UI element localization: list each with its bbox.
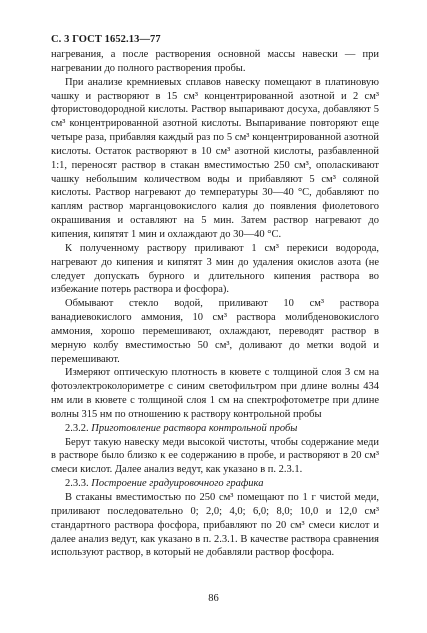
section-number: 2.3.3. <box>65 478 89 490</box>
section-heading-2-3-2 <box>51 422 379 436</box>
section-title: Приготовление раствора контрольной пробы <box>91 422 298 434</box>
paragraph-control-sample: Берут такую навеску меди высокой чистоты, чтобы содержание меди в растворе было близко к ее содержанию в пробе, и растворяют в 20 см³ смеси кислот. Далее анализ ведут, как указано в п. 2.3.1. <box>51 436 379 476</box>
section-heading-2-3-3 <box>51 477 379 491</box>
section-title: Построение градуировочного графика <box>91 478 264 490</box>
paragraph-continuation: нагревания, а после растворения основной массы навески — при нагревании до полного растворения пробы. <box>51 49 379 74</box>
page-header: С. 3 ГОСТ 1652.13—77 <box>51 34 161 45</box>
paragraph-hydrogen-peroxide: К полученному раствору приливают 1 см³ перекиси водорода, нагревают до кипения и кипятят 3 мин до удаления окислов азота (не следует допускать бурного и длительного кипения раствора во избежание потерь раствора и фосфора). <box>51 242 379 296</box>
body-text <box>51 48 379 560</box>
paragraph-calibration-graph: В стаканы вместимостью по 250 см³ помещают по 1 г чистой меди, приливают последовательно 0; 2,0; 4,0; 6,0; 8,0; 10,0 и 12,0 см³ стандартного раствора фосфора, прибавляют по 20 см³ смеси кислот и далее анализ ведут, как указано в п. 2.3.1. В качестве раствора сравнения используют раствор, в который не добавляли раствор фосфора. <box>51 492 379 559</box>
paragraph-optical-density: Измеряют оптическую плотность в кювете с толщиной слоя 3 см на фотоэлектроколориметре с синим светофильтром при длине волны 434 нм или в кювете с толщиной слоя 1 см на спектрофотометре при длине волны 315 нм по отношению к раствору контрольной пробы <box>51 367 379 420</box>
section-number: 2.3.2. <box>65 422 89 434</box>
paragraph-silicon-alloys: При анализе кремниевых сплавов навеску помещают в платиновую чашку и растворяют в 15 см³ концентрированной азотной и 2 см³ фтористоводородной кислоты. Раствор выпаривают досуха, добавляют 5 см³ концентрированной азотной кислоты. Выпаривание повторяют еще четыре раза, прибавляя каждый раз по 5 см³ концентрированной азотной кислоты. Остаток растворяют в 10 см³ азотной кислоты, разбавленной 1:1, переносят раствор в стакан вместимостью 250 см³, ополаскивают чашку небольшим количеством воды и прибавляют 5 см³ соляной кислоты. Раствор нагревают до температуры 30—40 °С, добавляют по каплям раствор марганцовокислого калия до появления фиолетового окрашивания и оставляют на 5 мин. Затем раствор нагревают до кипения, кипятят 1 мин и охлаждают до 30—40 °С. <box>51 76 379 240</box>
paragraph-ammonium-solutions: Обмывают стекло водой, приливают 10 см³ раствора ванадиевокислого аммония, 10 см³ раствора молибденовокислого аммония, хорошо перемешивают, охлаждают, переводят раствор в мерную колбу вместимостью 50 см³, доливают до метки водой и перемешивают. <box>51 298 379 365</box>
page-number: 86 <box>208 593 219 604</box>
